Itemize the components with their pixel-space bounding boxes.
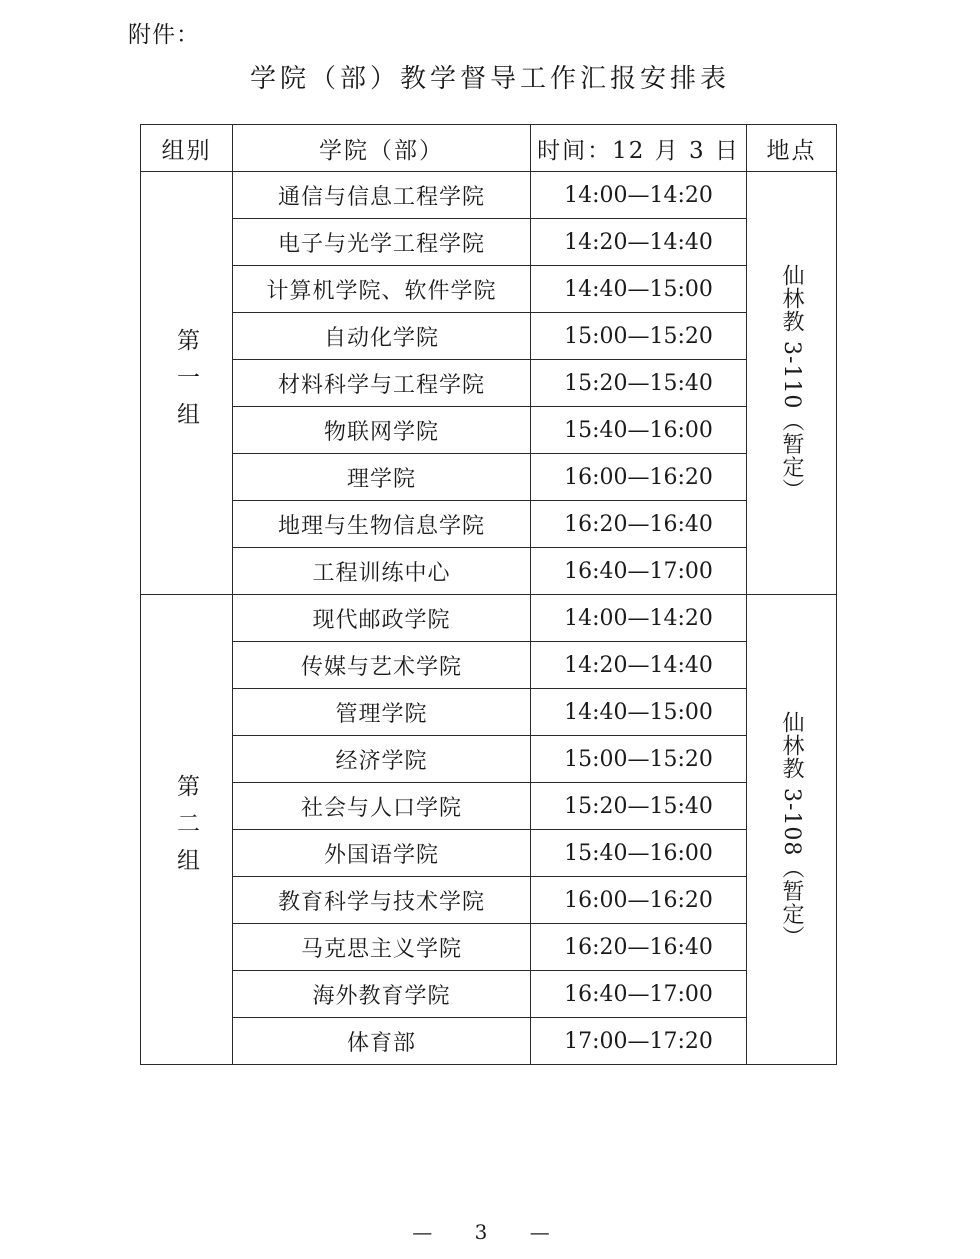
college-cell: 工程训练中心 — [233, 548, 531, 595]
schedule-table — [140, 124, 837, 1065]
table-row — [141, 924, 837, 971]
time-cell: 15:00—15:20 — [531, 736, 747, 783]
table-row — [141, 266, 837, 313]
time-cell: 16:00—16:20 — [531, 877, 747, 924]
college-cell: 自动化学院 — [233, 313, 531, 360]
table-row — [141, 454, 837, 501]
time-cell: 14:20—14:40 — [531, 219, 747, 266]
college-cell: 传媒与艺术学院 — [233, 642, 531, 689]
time-cell: 14:00—14:20 — [531, 595, 747, 642]
time-cell: 16:40—17:00 — [531, 971, 747, 1018]
page-number: — 3 — — [412, 1220, 568, 1244]
time-cell: 15:00—15:20 — [531, 313, 747, 360]
college-cell: 物联网学院 — [233, 407, 531, 454]
college-cell: 社会与人口学院 — [233, 783, 531, 830]
college-cell: 体育部 — [233, 1018, 531, 1065]
college-cell: 教育科学与技术学院 — [233, 877, 531, 924]
table-row — [141, 407, 837, 454]
table-row — [141, 642, 837, 689]
attachment-label: 附件： — [128, 22, 200, 48]
time-cell: 17:00—17:20 — [531, 1018, 747, 1065]
table-row — [141, 219, 837, 266]
time-cell: 14:40—15:00 — [531, 689, 747, 736]
time-cell: 16:20—16:40 — [531, 924, 747, 971]
time-cell: 14:40—15:00 — [531, 266, 747, 313]
place-cell: 仙林教 3-108（暂定） — [747, 595, 837, 1065]
header-row — [141, 125, 837, 172]
college-cell: 材料科学与工程学院 — [233, 360, 531, 407]
table-row — [141, 971, 837, 1018]
time-cell: 15:20—15:40 — [531, 783, 747, 830]
group-name-cell: 第二组 — [141, 595, 233, 1065]
college-cell: 通信与信息工程学院 — [233, 172, 531, 219]
table-row — [141, 736, 837, 783]
place-cell: 仙林教 3-110（暂定） — [747, 172, 837, 595]
schedule-body — [141, 172, 837, 1065]
table-row — [141, 548, 837, 595]
document-title: 学院（部）教学督导工作汇报安排表 — [249, 64, 730, 94]
table-row — [141, 595, 837, 642]
header-group: 组别 — [141, 125, 233, 172]
college-cell: 外国语学院 — [233, 830, 531, 877]
time-cell: 14:20—14:40 — [531, 642, 747, 689]
header-college: 学院（部） — [233, 125, 531, 172]
time-cell: 16:00—16:20 — [531, 454, 747, 501]
college-cell: 理学院 — [233, 454, 531, 501]
time-cell: 16:40—17:00 — [531, 548, 747, 595]
college-cell: 管理学院 — [233, 689, 531, 736]
table-row — [141, 830, 837, 877]
time-cell: 15:40—16:00 — [531, 830, 747, 877]
time-cell: 15:40—16:00 — [531, 407, 747, 454]
group-name-cell: 第一组 — [141, 172, 233, 595]
college-cell: 地理与生物信息学院 — [233, 501, 531, 548]
header-place: 地点 — [747, 125, 837, 172]
college-cell: 经济学院 — [233, 736, 531, 783]
college-cell: 电子与光学工程学院 — [233, 219, 531, 266]
table-row — [141, 783, 837, 830]
college-cell: 马克思主义学院 — [233, 924, 531, 971]
table-row — [141, 877, 837, 924]
college-cell: 现代邮政学院 — [233, 595, 531, 642]
time-cell: 16:20—16:40 — [531, 501, 747, 548]
table-row — [141, 360, 837, 407]
time-cell: 15:20—15:40 — [531, 360, 747, 407]
table-row — [141, 172, 837, 219]
table-row — [141, 689, 837, 736]
table-row — [141, 501, 837, 548]
table-row — [141, 1018, 837, 1065]
college-cell: 海外教育学院 — [233, 971, 531, 1018]
college-cell: 计算机学院、软件学院 — [233, 266, 531, 313]
header-time: 时间：12 月 3 日 — [531, 125, 747, 172]
table-row — [141, 313, 837, 360]
time-cell: 14:00—14:20 — [531, 172, 747, 219]
